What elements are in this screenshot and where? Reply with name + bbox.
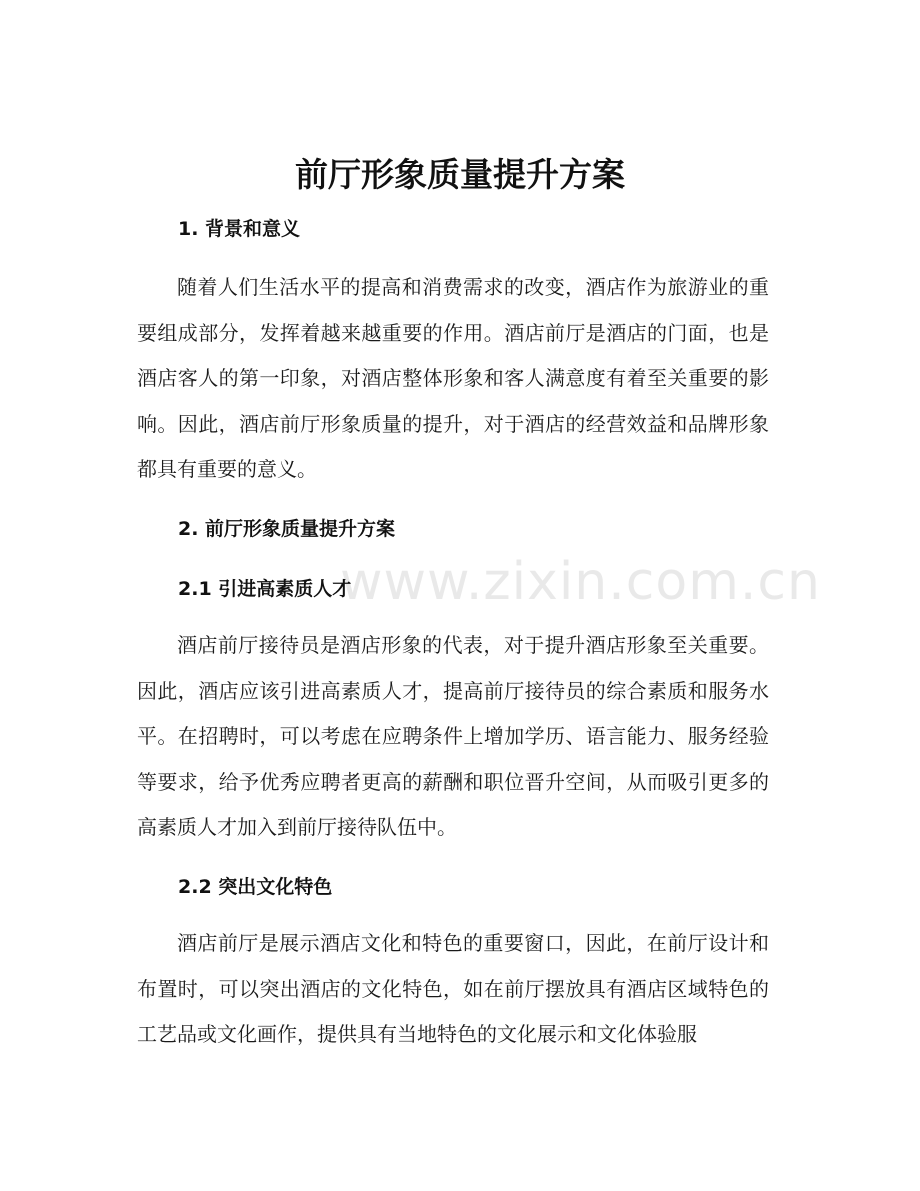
paragraph-background: 随着人们生活水平的提高和消费需求的改变，酒店作为旅游业的重要组成部分，发挥着越来越重要的作用。酒店前厅是酒店的门面，也是酒店客人的第一印象，对酒店整体形象和客人满意度有着至关重要的影响。因此，酒店前厅形象质量的提升，对于酒店的经营效益和品牌形象都具有重要的意义。 xyxy=(137,275,769,481)
section-heading-culture: 2.2 突出文化特色 xyxy=(178,876,333,898)
paragraph-culture: 酒店前厅是展示酒店文化和特色的重要窗口，因此，在前厅设计和布置时，可以突出酒店的文化特色，如在前厅摆放具有酒店区域特色的工艺品或文化画作，提供具有当地特色的文化展示和文化体验服 xyxy=(137,931,769,1046)
paragraph-talent: 酒店前厅接待员是酒店形象的代表，对于提升酒店形象至关重要。因此，酒店应该引进高素质人才，提高前厅接待员的综合素质和服务水平。在招聘时，可以考虑在应聘条件上增加学历、语言能力、服务经验等要求，给予优秀应聘者更高的薪酬和职位晋升空间，从而吸引更多的高素质人才加入到前厅接待队伍中。 xyxy=(137,633,769,839)
page-title: 前厅形象质量提升方案 xyxy=(295,155,625,194)
section-heading-talent: 2.1 引进高素质人才 xyxy=(178,578,352,600)
watermark: www.zixin.com.cn xyxy=(340,552,821,612)
section-heading-background: 1. 背景和意义 xyxy=(178,218,301,240)
section-heading-plan: 2. 前厅形象质量提升方案 xyxy=(178,518,396,540)
